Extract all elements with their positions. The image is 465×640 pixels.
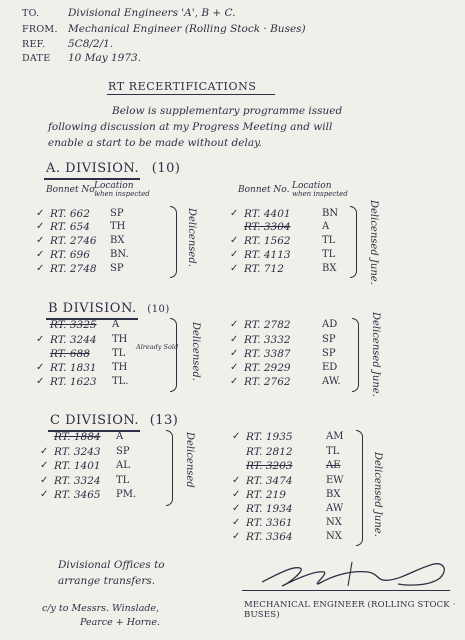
- label-delicensed-june-a: Delicensed June.: [368, 200, 379, 285]
- table-row: RT. 1884 A: [54, 431, 124, 443]
- ref-label: REF.: [22, 39, 46, 50]
- table-row: RT. 3203 AE: [246, 460, 341, 472]
- table-row: ✓ RT. 3324 TL: [40, 475, 130, 487]
- label-delicensed-a-left: Delicensed.: [186, 208, 197, 267]
- header-to: [22, 8, 236, 19]
- brace-b-right: [352, 318, 359, 392]
- table-row: ✓ RT. 1623 TL.: [36, 376, 129, 388]
- table-row: ✓ RT. 3244 TH: [36, 334, 128, 346]
- table-row: ✓ RT. 2746 BX: [36, 235, 125, 247]
- intro-line-2: following discussion at my Progress Meeting and will: [48, 121, 333, 133]
- table-row: ✓ RT. 3465 PM.: [40, 489, 137, 501]
- label-delicensed-c-left: Delicensed: [184, 432, 195, 488]
- signature-title: MECHANICAL ENGINEER (ROLLING STOCK · BUSES): [244, 600, 456, 620]
- table-row: ✓ RT. 1935 AM: [232, 431, 344, 443]
- table-row: ✓ RT. 3364 NX: [232, 531, 342, 543]
- label-delicensed-june-b: Delicensed June.: [370, 312, 381, 397]
- column-head-location-a-right: Location when inspected: [292, 181, 348, 198]
- table-row: ✓ RT. 3474 EW: [232, 475, 344, 487]
- table-row: ✓ RT. 2762 AW.: [230, 376, 341, 388]
- label-delicensed-june-c: Delicensed June.: [372, 452, 383, 537]
- table-row: ✓ RT. 4401 BN: [230, 208, 339, 220]
- header-ref: [22, 39, 113, 50]
- footer-line-2: arrange transfers.: [58, 575, 156, 587]
- intro-line-1: Below is supplementary programme issued: [112, 105, 343, 117]
- header-date: [22, 53, 141, 64]
- date-value: 10 May 1973.: [68, 52, 142, 64]
- table-row: RT. 2812 TL: [246, 446, 340, 458]
- table-row: RT. 3304 A: [244, 221, 330, 233]
- table-row: ✓ RT. 712 BX: [230, 263, 337, 275]
- title-underline: [107, 94, 275, 95]
- table-row: ✓ RT. 219 BX: [232, 489, 341, 501]
- column-head-bonnet-a-left: Bonnet No.: [46, 185, 98, 195]
- table-row: RT. 3325 A: [50, 319, 120, 331]
- brace-a-left: [170, 206, 177, 278]
- from-label: FROM.: [22, 24, 58, 35]
- column-head-location-a-left: Location when inspected: [94, 181, 150, 198]
- signature-line: [242, 590, 450, 591]
- brace-c-right: [356, 430, 363, 546]
- brace-c-left: [166, 430, 173, 506]
- table-row: ✓ RT. 3332 SP: [230, 334, 336, 346]
- division-a-title: A. DIVISION. (10): [46, 161, 181, 176]
- brace-a-right: [350, 206, 357, 278]
- date-label: DATE: [22, 53, 51, 64]
- table-row: ✓ RT. 662 SP: [36, 208, 124, 220]
- table-row: ✓ RT. 1401 AL: [40, 460, 130, 472]
- table-row: ✓ RT. 2782 AD: [230, 319, 338, 331]
- from-value: Mechanical Engineer (Rolling Stock · Buses): [68, 23, 306, 35]
- header-from: [22, 24, 306, 35]
- to-value: Divisional Engineers 'A', B + C.: [68, 7, 236, 19]
- table-row: ✓ RT. 2748 SP: [36, 263, 124, 275]
- column-head-bonnet-a-right: Bonnet No.: [238, 185, 290, 195]
- table-row: ✓ RT. 1562 TL: [230, 235, 336, 247]
- table-row: RT. 688 TL: [50, 348, 126, 360]
- to-label: TO.: [22, 8, 40, 19]
- label-delicensed-b-left: Delicensed.: [190, 322, 201, 381]
- table-row: ✓ RT. 3387 SP: [230, 348, 336, 360]
- division-a-underline: [44, 178, 140, 180]
- ref-value: 5C8/2/1.: [68, 38, 114, 50]
- table-row: ✓ RT. 3361 NX: [232, 517, 342, 529]
- table-row: ✓ RT. 2929 ED: [230, 362, 338, 374]
- table-row: ✓ RT. 3243 SP: [40, 446, 130, 458]
- table-row: ✓ RT. 4113 TL: [230, 249, 336, 261]
- brace-b-left: [170, 318, 177, 392]
- table-row: ✓ RT. 696 BN.: [36, 249, 129, 261]
- table-row: ✓ RT. 1831 TH: [36, 362, 128, 374]
- footer-line-1: Divisional Offices to: [58, 559, 165, 571]
- cc-line-2: Pearce + Horne.: [80, 617, 161, 628]
- division-c-title: C DIVISION. (13): [50, 413, 179, 428]
- table-row: ✓ RT. 1934 AW: [232, 503, 344, 515]
- cc-line-1: c/y to Messrs. Winslade,: [42, 603, 160, 614]
- table-row: ✓ RT. 654 TH: [36, 221, 126, 233]
- division-b-title: B DIVISION. (10): [48, 301, 170, 316]
- memo-title: RT RECERTIFICATIONS: [108, 80, 257, 93]
- note-already-sold: Already Sold: [136, 343, 179, 351]
- signature-scrawl: [258, 556, 454, 592]
- intro-line-3: enable a start to be made without delay.: [48, 137, 262, 149]
